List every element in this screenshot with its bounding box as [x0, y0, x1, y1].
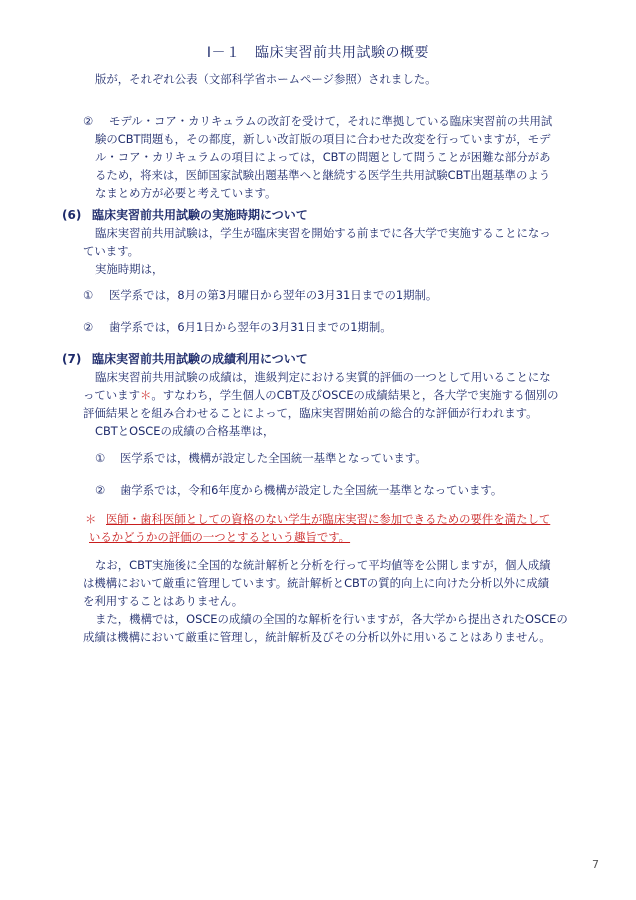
section-6-item-1-number: ①: [83, 288, 94, 302]
item-2-line-2: 験のCBT問題も，その都度，新しい改訂版の項目に合わせた改変を行っていますが，モデ: [95, 132, 551, 146]
paragraph-2-line-1: また，機構では，OSCEの成績の全国的な解析を行いますが，各大学から提出されたOSCEの: [95, 612, 568, 626]
paragraph-1-line-2: は機構において厳重に管理しています。統計解析とCBTの質的向上に向けた分析以外に成績: [83, 576, 550, 590]
section-6-item-1-text: 医学系では，8月の第3月曜日から翌年の3月31日までの1期制。: [109, 288, 438, 302]
section-6-item-2-number: ②: [83, 320, 94, 334]
note-line-2: いるかどうかの評価の一つとするという趣旨です。: [89, 530, 351, 544]
section-7-line-3: 評価結果とを組み合わせることによって，臨床実習開始前の総合的な評価が行われます。: [83, 406, 538, 420]
page-number: 7: [592, 858, 599, 871]
section-7-line-1: 臨床実習前共用試験の成績は，進級判定における実質的評価の一つとして用いることにな: [95, 370, 551, 384]
paragraph-1-line-3: を利用することはありません。: [83, 594, 244, 608]
section-7-line-2b: 。すなわち，学生個人のCBT及びOSCEの成績結果と，各大学で実施する個別の: [151, 388, 559, 402]
section-6-number: (6): [62, 208, 82, 222]
item-2-line-4: るため，将来は，医師国家試験出題基準へと継続する医学生共用試験CBT出題基準のよう: [95, 168, 551, 182]
section-7-item-2-text: 歯学系では，令和6年度から機構が設定した全国統一基準となっています。: [120, 483, 503, 497]
item-2-line-5: なまとめ方が必要と考えています。: [95, 186, 277, 200]
item-2-number: ②: [83, 114, 94, 128]
paragraph-2-line-2: 成績は機構において厳重に管理し，統計解析及びその分析以外に用いることはありません。: [83, 630, 551, 644]
paragraph-1-line-1: なお，CBT実施後に全国的な統計解析と分析を行って平均値等を公開しますが，個人成績: [95, 558, 551, 572]
section-7-line-2: [83, 386, 559, 404]
section-7-item-2-number: ②: [95, 483, 106, 497]
section-7-item-1-number: ①: [95, 451, 106, 465]
note-marker: ＊: [85, 512, 97, 526]
section-6-line-1: 臨床実習前共用試験は，学生が臨床実習を開始する前までに各大学で実施することになっ: [95, 226, 551, 240]
section-6-intro: 実施時期は，: [95, 262, 164, 276]
section-7-heading: 臨床実習前共用試験の成績利用について: [92, 352, 308, 366]
section-7-line-2a: っています: [83, 388, 140, 402]
item-2-line-1: モデル・コア・カリキュラムの改訂を受けて，それに準拠している臨床実習前の共用試: [109, 114, 553, 128]
paragraph-continuation: 版が，それぞれ公表（文部科学省ホームページ参照）されました。: [95, 72, 437, 86]
page-title: Ⅰ－１ 臨床実習前共用試験の概要: [206, 45, 430, 61]
section-7-intro: CBTとOSCEの成績の合格基準は，: [95, 424, 275, 438]
section-7-number: (7): [62, 352, 82, 366]
item-2-line-3: ル・コア・カリキュラムの項目によっては，CBTの問題として問うことが困難な部分があ: [95, 150, 551, 164]
section-7-item-1-text: 医学系では，機構が設定した全国統一基準となっています。: [120, 451, 427, 465]
note-line-1: 医師・歯科医師としての資格のない学生が臨床実習に参加できるための要件を満たして: [106, 512, 551, 526]
footnote-marker: ＊: [139, 388, 152, 402]
section-6-item-2-text: 歯学系では，6月1日から翌年の3月31日までの1期制。: [109, 320, 392, 334]
section-6-line-2: ています。: [83, 244, 140, 258]
section-6-heading: 臨床実習前共用試験の実施時期について: [92, 208, 308, 222]
